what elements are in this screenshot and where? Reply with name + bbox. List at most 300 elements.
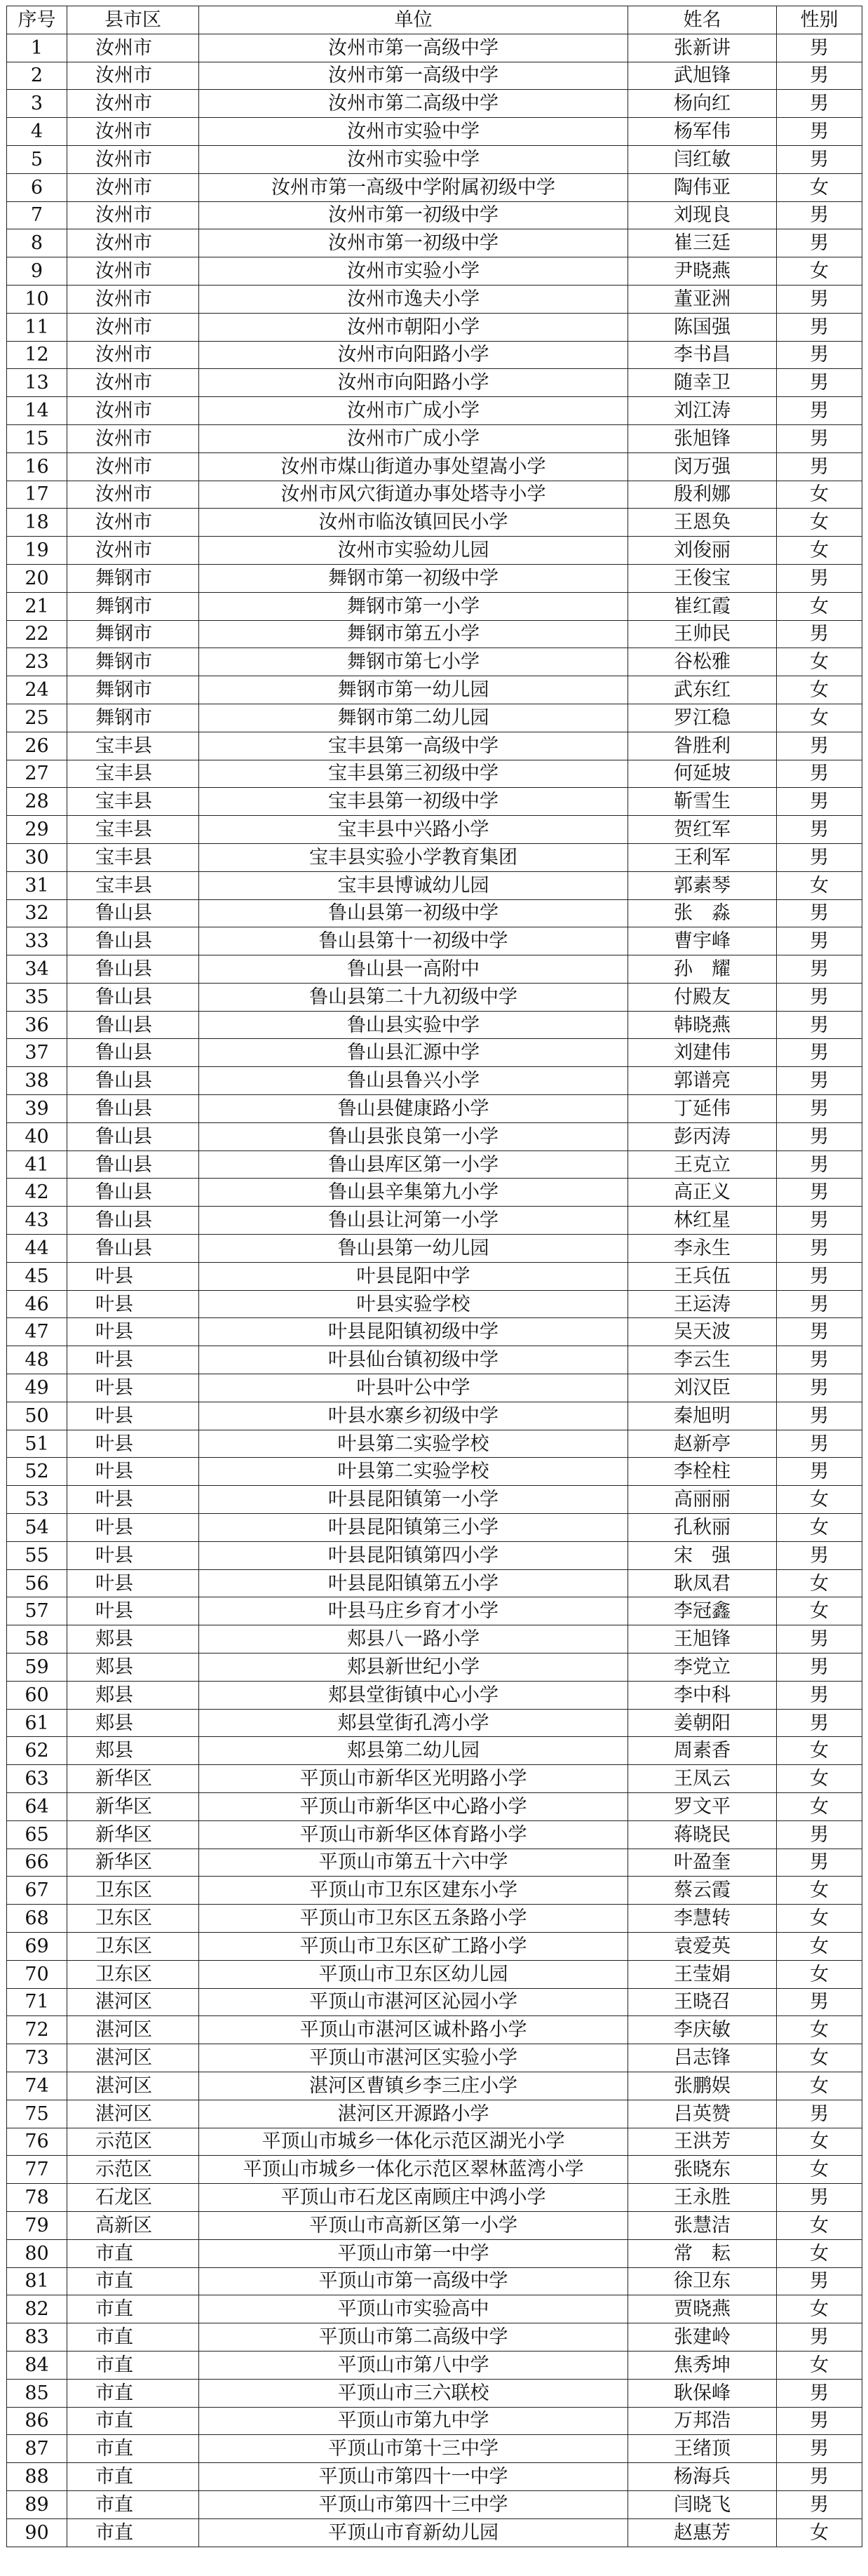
cell-unit: 平顶山市卫东区矿工路小学 — [199, 1932, 628, 1960]
cell-name: 李冠鑫 — [628, 1597, 777, 1625]
cell-serial: 35 — [7, 983, 67, 1011]
cell-name: 刘建伟 — [628, 1039, 777, 1067]
cell-name: 李书昌 — [628, 341, 777, 369]
cell-county: 郏县 — [67, 1625, 199, 1653]
cell-county: 湛河区 — [67, 2016, 199, 2044]
cell-unit: 郏县堂街孔湾小学 — [199, 1709, 628, 1737]
cell-name: 秦旭明 — [628, 1402, 777, 1430]
cell-county: 宝丰县 — [67, 871, 199, 899]
table-row — [7, 2239, 862, 2267]
cell-unit: 鲁山县库区第一小学 — [199, 1151, 628, 1179]
cell-unit: 鲁山县实验中学 — [199, 1011, 628, 1039]
cell-unit: 叶县昆阳镇第四小学 — [199, 1541, 628, 1569]
cell-serial: 81 — [7, 2267, 67, 2295]
table-row — [7, 1709, 862, 1737]
table-row — [7, 1095, 862, 1123]
cell-gender: 女 — [777, 509, 862, 537]
table-row — [7, 2351, 862, 2379]
cell-name: 孔秋丽 — [628, 1514, 777, 1542]
cell-county: 市直 — [67, 2435, 199, 2463]
cell-county: 鲁山县 — [67, 1122, 199, 1151]
table-row — [7, 2490, 862, 2518]
cell-serial: 42 — [7, 1179, 67, 1207]
cell-county: 市直 — [67, 2351, 199, 2379]
cell-name: 王运涛 — [628, 1290, 777, 1318]
cell-name: 王旭锋 — [628, 1625, 777, 1653]
cell-county: 汝州市 — [67, 313, 199, 341]
cell-county: 叶县 — [67, 1346, 199, 1374]
table-row — [7, 2295, 862, 2323]
cell-unit: 舞钢市第五小学 — [199, 620, 628, 648]
cell-gender: 男 — [777, 2463, 862, 2491]
cell-serial: 13 — [7, 369, 67, 397]
table-row — [7, 2072, 862, 2100]
cell-county: 湛河区 — [67, 1988, 199, 2016]
cell-serial: 27 — [7, 760, 67, 788]
cell-serial: 56 — [7, 1569, 67, 1597]
cell-county: 汝州市 — [67, 34, 199, 62]
cell-unit: 平顶山市第四十三中学 — [199, 2490, 628, 2518]
cell-unit: 汝州市向阳路小学 — [199, 341, 628, 369]
cell-name: 郭素琴 — [628, 871, 777, 899]
cell-serial: 69 — [7, 1932, 67, 1960]
cell-county: 鲁山县 — [67, 927, 199, 955]
cell-county: 宝丰县 — [67, 760, 199, 788]
cell-unit: 舞钢市第一小学 — [199, 592, 628, 620]
cell-gender: 女 — [777, 871, 862, 899]
cell-unit: 鲁山县辛集第九小学 — [199, 1179, 628, 1207]
table-row — [7, 1849, 862, 1877]
cell-county: 鲁山县 — [67, 1095, 199, 1123]
cell-county: 叶县 — [67, 1597, 199, 1625]
cell-name: 王恩奂 — [628, 509, 777, 537]
cell-gender: 女 — [777, 1877, 862, 1905]
cell-name: 王晓召 — [628, 1988, 777, 2016]
table-row — [7, 1905, 862, 1933]
cell-unit: 叶县昆阳镇第一小学 — [199, 1486, 628, 1514]
table-row — [7, 1402, 862, 1430]
cell-gender: 男 — [777, 452, 862, 481]
cell-name: 刘江涛 — [628, 397, 777, 425]
cell-gender: 女 — [777, 1569, 862, 1597]
cell-gender: 男 — [777, 1067, 862, 1095]
table-row — [7, 1430, 862, 1458]
cell-unit: 平顶山市湛河区实验小学 — [199, 2044, 628, 2072]
cell-county: 示范区 — [67, 2128, 199, 2156]
cell-serial: 59 — [7, 1653, 67, 1682]
cell-unit: 舞钢市第七小学 — [199, 648, 628, 676]
cell-serial: 68 — [7, 1905, 67, 1933]
cell-unit: 湛河区曹镇乡李三庄小学 — [199, 2072, 628, 2100]
cell-county: 卫东区 — [67, 1960, 199, 1988]
cell-unit: 平顶山市第五十六中学 — [199, 1849, 628, 1877]
cell-county: 汝州市 — [67, 118, 199, 146]
cell-gender: 男 — [777, 1374, 862, 1402]
cell-name: 李庆敏 — [628, 2016, 777, 2044]
cell-serial: 78 — [7, 2184, 67, 2212]
cell-serial: 8 — [7, 229, 67, 257]
cell-serial: 37 — [7, 1039, 67, 1067]
header-unit: 单位 — [199, 6, 628, 34]
cell-name: 王利军 — [628, 843, 777, 871]
table-row — [7, 2128, 862, 2156]
cell-name: 张旭锋 — [628, 424, 777, 452]
cell-county: 鲁山县 — [67, 1179, 199, 1207]
cell-unit: 平顶山市湛河区沁园小学 — [199, 1988, 628, 2016]
cell-county: 舞钢市 — [67, 564, 199, 592]
cell-name: 李中科 — [628, 1681, 777, 1709]
cell-county: 汝州市 — [67, 201, 199, 229]
cell-unit: 平顶山市新华区光明路小学 — [199, 1765, 628, 1793]
table-row — [7, 2518, 862, 2547]
cell-unit: 舞钢市第二幼儿园 — [199, 704, 628, 732]
header-county: 县市区 — [67, 6, 199, 34]
table-row — [7, 592, 862, 620]
table-row — [7, 2267, 862, 2295]
table-row — [7, 2379, 862, 2407]
cell-serial: 9 — [7, 257, 67, 286]
cell-gender: 男 — [777, 1653, 862, 1682]
cell-gender: 男 — [777, 1681, 862, 1709]
cell-serial: 1 — [7, 34, 67, 62]
cell-name: 王绪顶 — [628, 2435, 777, 2463]
header-name: 姓名 — [628, 6, 777, 34]
cell-gender: 女 — [777, 537, 862, 565]
cell-name: 杨向红 — [628, 90, 777, 118]
cell-name: 谷松雅 — [628, 648, 777, 676]
cell-gender: 男 — [777, 2435, 862, 2463]
cell-serial: 51 — [7, 1430, 67, 1458]
cell-unit: 汝州市第一初级中学 — [199, 201, 628, 229]
cell-name: 高丽丽 — [628, 1486, 777, 1514]
table-row — [7, 481, 862, 509]
cell-county: 汝州市 — [67, 257, 199, 286]
cell-unit: 叶县昆阳中学 — [199, 1262, 628, 1290]
cell-unit: 平顶山市湛河区诚朴路小学 — [199, 2016, 628, 2044]
cell-gender: 男 — [777, 62, 862, 90]
table-row — [7, 1039, 862, 1067]
cell-gender: 女 — [777, 2016, 862, 2044]
cell-serial: 53 — [7, 1486, 67, 1514]
cell-serial: 15 — [7, 424, 67, 452]
cell-unit: 鲁山县第一幼儿园 — [199, 1235, 628, 1263]
cell-serial: 21 — [7, 592, 67, 620]
cell-gender: 男 — [777, 1122, 862, 1151]
cell-name: 常 耘 — [628, 2239, 777, 2267]
cell-unit: 平顶山市卫东区五条路小学 — [199, 1905, 628, 1933]
table-row — [7, 229, 862, 257]
cell-serial: 26 — [7, 732, 67, 760]
cell-serial: 85 — [7, 2379, 67, 2407]
table-row — [7, 173, 862, 201]
cell-unit: 平顶山市石龙区南顾庄中鸿小学 — [199, 2184, 628, 2212]
table-row — [7, 2435, 862, 2463]
cell-serial: 11 — [7, 313, 67, 341]
cell-county: 汝州市 — [67, 424, 199, 452]
cell-serial: 31 — [7, 871, 67, 899]
cell-county: 市直 — [67, 2518, 199, 2547]
cell-unit: 汝州市广成小学 — [199, 397, 628, 425]
table-row — [7, 118, 862, 146]
cell-serial: 22 — [7, 620, 67, 648]
cell-gender: 男 — [777, 2100, 862, 2128]
table-row — [7, 2184, 862, 2212]
cell-gender: 男 — [777, 1039, 862, 1067]
cell-gender: 男 — [777, 1318, 862, 1346]
cell-gender: 男 — [777, 285, 862, 313]
cell-unit: 宝丰县第三初级中学 — [199, 760, 628, 788]
cell-county: 汝州市 — [67, 229, 199, 257]
cell-name: 刘汉臣 — [628, 1374, 777, 1402]
cell-serial: 88 — [7, 2463, 67, 2491]
table-row — [7, 1011, 862, 1039]
cell-serial: 44 — [7, 1235, 67, 1263]
cell-gender: 女 — [777, 1793, 862, 1821]
cell-unit: 平顶山市三六联校 — [199, 2379, 628, 2407]
cell-serial: 80 — [7, 2239, 67, 2267]
cell-unit: 汝州市风穴街道办事处塔寺小学 — [199, 481, 628, 509]
cell-gender: 女 — [777, 1960, 862, 1988]
table-row — [7, 816, 862, 844]
cell-gender: 男 — [777, 843, 862, 871]
table-row — [7, 145, 862, 173]
cell-county: 汝州市 — [67, 481, 199, 509]
cell-serial: 82 — [7, 2295, 67, 2323]
cell-county: 高新区 — [67, 2211, 199, 2239]
table-row — [7, 843, 862, 871]
cell-name: 叶盈奎 — [628, 1849, 777, 1877]
cell-serial: 4 — [7, 118, 67, 146]
cell-gender: 男 — [777, 927, 862, 955]
cell-name: 姜朝阳 — [628, 1709, 777, 1737]
cell-serial: 52 — [7, 1458, 67, 1486]
cell-serial: 90 — [7, 2518, 67, 2547]
cell-name: 付殿友 — [628, 983, 777, 1011]
table-row — [7, 676, 862, 704]
cell-serial: 71 — [7, 1988, 67, 2016]
cell-unit: 平顶山市实验高中 — [199, 2295, 628, 2323]
table-row — [7, 369, 862, 397]
cell-serial: 75 — [7, 2100, 67, 2128]
cell-serial: 3 — [7, 90, 67, 118]
cell-gender: 男 — [777, 2184, 862, 2212]
cell-serial: 30 — [7, 843, 67, 871]
table-row — [7, 2100, 862, 2128]
cell-name: 杨海兵 — [628, 2463, 777, 2491]
cell-unit: 平顶山市第一高级中学 — [199, 2267, 628, 2295]
cell-name: 罗江稳 — [628, 704, 777, 732]
cell-name: 赵惠芳 — [628, 2518, 777, 2547]
cell-serial: 63 — [7, 1765, 67, 1793]
cell-unit: 鲁山县健康路小学 — [199, 1095, 628, 1123]
cell-gender: 男 — [777, 955, 862, 984]
cell-serial: 89 — [7, 2490, 67, 2518]
cell-unit: 汝州市实验中学 — [199, 145, 628, 173]
cell-gender: 男 — [777, 2407, 862, 2435]
cell-county: 宝丰县 — [67, 788, 199, 816]
cell-unit: 叶县仙台镇初级中学 — [199, 1346, 628, 1374]
cell-unit: 宝丰县第一高级中学 — [199, 732, 628, 760]
table-row — [7, 1765, 862, 1793]
cell-name: 吴天波 — [628, 1318, 777, 1346]
cell-unit: 湛河区开源路小学 — [199, 2100, 628, 2128]
cell-unit: 汝州市第二高级中学 — [199, 90, 628, 118]
cell-serial: 76 — [7, 2128, 67, 2156]
cell-name: 王俊宝 — [628, 564, 777, 592]
cell-unit: 汝州市第一高级中学 — [199, 34, 628, 62]
cell-unit: 汝州市朝阳小学 — [199, 313, 628, 341]
cell-gender: 男 — [777, 899, 862, 927]
cell-gender: 女 — [777, 257, 862, 286]
cell-serial: 23 — [7, 648, 67, 676]
table-row — [7, 2463, 862, 2491]
table-row — [7, 1514, 862, 1542]
cell-county: 舞钢市 — [67, 704, 199, 732]
cell-unit: 平顶山市第四十一中学 — [199, 2463, 628, 2491]
cell-gender: 女 — [777, 2128, 862, 2156]
cell-name: 张建岭 — [628, 2323, 777, 2352]
cell-county: 市直 — [67, 2239, 199, 2267]
cell-name: 殷利娜 — [628, 481, 777, 509]
cell-serial: 43 — [7, 1207, 67, 1235]
cell-gender: 男 — [777, 90, 862, 118]
cell-gender: 女 — [777, 2295, 862, 2323]
cell-gender: 女 — [777, 481, 862, 509]
table-row — [7, 1569, 862, 1597]
cell-unit: 平顶山市卫东区建东小学 — [199, 1877, 628, 1905]
cell-gender: 女 — [777, 1765, 862, 1793]
cell-serial: 36 — [7, 1011, 67, 1039]
cell-unit: 叶县水寨乡初级中学 — [199, 1402, 628, 1430]
cell-name: 蒋晓民 — [628, 1820, 777, 1849]
cell-gender: 男 — [777, 145, 862, 173]
cell-serial: 47 — [7, 1318, 67, 1346]
cell-county: 舞钢市 — [67, 592, 199, 620]
table-row — [7, 2044, 862, 2072]
cell-serial: 65 — [7, 1820, 67, 1849]
cell-unit: 汝州市临汝镇回民小学 — [199, 509, 628, 537]
cell-county: 舞钢市 — [67, 676, 199, 704]
cell-unit: 鲁山县鲁兴小学 — [199, 1067, 628, 1095]
table-row — [7, 1486, 862, 1514]
cell-gender: 男 — [777, 1849, 862, 1877]
cell-unit: 鲁山县张良第一小学 — [199, 1122, 628, 1151]
cell-county: 叶县 — [67, 1569, 199, 1597]
cell-serial: 54 — [7, 1514, 67, 1542]
cell-gender: 男 — [777, 1988, 862, 2016]
teacher-list-table — [6, 6, 862, 2547]
table-row — [7, 620, 862, 648]
cell-name: 李慧转 — [628, 1905, 777, 1933]
cell-unit: 汝州市第一初级中学 — [199, 229, 628, 257]
cell-unit: 汝州市实验中学 — [199, 118, 628, 146]
cell-gender: 男 — [777, 201, 862, 229]
cell-name: 刘俊丽 — [628, 537, 777, 565]
cell-unit: 叶县第二实验学校 — [199, 1430, 628, 1458]
cell-name: 贺红军 — [628, 816, 777, 844]
cell-unit: 平顶山市第一中学 — [199, 2239, 628, 2267]
cell-gender: 女 — [777, 704, 862, 732]
cell-gender: 女 — [777, 1905, 862, 1933]
table-row — [7, 1681, 862, 1709]
table-row — [7, 424, 862, 452]
cell-gender: 男 — [777, 369, 862, 397]
cell-name: 李栓柱 — [628, 1458, 777, 1486]
cell-gender: 男 — [777, 788, 862, 816]
cell-name: 张晓东 — [628, 2156, 777, 2184]
table-row — [7, 1793, 862, 1821]
cell-unit: 汝州市逸夫小学 — [199, 285, 628, 313]
cell-unit: 叶县昆阳镇初级中学 — [199, 1318, 628, 1346]
cell-serial: 18 — [7, 509, 67, 537]
table-row — [7, 1207, 862, 1235]
cell-gender: 男 — [777, 1458, 862, 1486]
cell-county: 叶县 — [67, 1514, 199, 1542]
table-row — [7, 1960, 862, 1988]
cell-county: 汝州市 — [67, 285, 199, 313]
cell-unit: 汝州市第一高级中学 — [199, 62, 628, 90]
cell-name: 刘现良 — [628, 201, 777, 229]
cell-county: 鲁山县 — [67, 983, 199, 1011]
cell-county: 宝丰县 — [67, 843, 199, 871]
cell-unit: 宝丰县中兴路小学 — [199, 816, 628, 844]
cell-county: 宝丰县 — [67, 816, 199, 844]
cell-name: 王兵伍 — [628, 1262, 777, 1290]
cell-county: 湛河区 — [67, 2072, 199, 2100]
table-row — [7, 257, 862, 286]
cell-name: 贾晓燕 — [628, 2295, 777, 2323]
cell-serial: 25 — [7, 704, 67, 732]
cell-gender: 女 — [777, 2239, 862, 2267]
cell-county: 鲁山县 — [67, 1011, 199, 1039]
cell-gender: 女 — [777, 173, 862, 201]
cell-name: 何延坡 — [628, 760, 777, 788]
cell-gender: 男 — [777, 34, 862, 62]
cell-county: 叶县 — [67, 1374, 199, 1402]
cell-serial: 84 — [7, 2351, 67, 2379]
cell-serial: 20 — [7, 564, 67, 592]
cell-serial: 83 — [7, 2323, 67, 2352]
cell-unit: 宝丰县第一初级中学 — [199, 788, 628, 816]
cell-gender: 女 — [777, 1597, 862, 1625]
cell-name: 林红星 — [628, 1207, 777, 1235]
cell-gender: 女 — [777, 648, 862, 676]
cell-unit: 叶县昆阳镇第五小学 — [199, 1569, 628, 1597]
cell-county: 汝州市 — [67, 341, 199, 369]
cell-gender: 男 — [777, 1262, 862, 1290]
cell-county: 叶县 — [67, 1262, 199, 1290]
cell-serial: 39 — [7, 1095, 67, 1123]
table-row — [7, 201, 862, 229]
table-row — [7, 564, 862, 592]
cell-name: 韩晓燕 — [628, 1011, 777, 1039]
cell-serial: 29 — [7, 816, 67, 844]
cell-gender: 女 — [777, 1737, 862, 1765]
cell-name: 王帅民 — [628, 620, 777, 648]
table-row — [7, 397, 862, 425]
cell-unit: 郏县新世纪小学 — [199, 1653, 628, 1682]
cell-unit: 平顶山市育新幼儿园 — [199, 2518, 628, 2547]
cell-name: 武东红 — [628, 676, 777, 704]
cell-name: 随幸卫 — [628, 369, 777, 397]
table-row — [7, 2211, 862, 2239]
cell-gender: 男 — [777, 1095, 862, 1123]
cell-unit: 平顶山市第九中学 — [199, 2407, 628, 2435]
cell-serial: 41 — [7, 1151, 67, 1179]
cell-unit: 平顶山市第八中学 — [199, 2351, 628, 2379]
header-serial: 序号 — [7, 6, 67, 34]
cell-serial: 72 — [7, 2016, 67, 2044]
